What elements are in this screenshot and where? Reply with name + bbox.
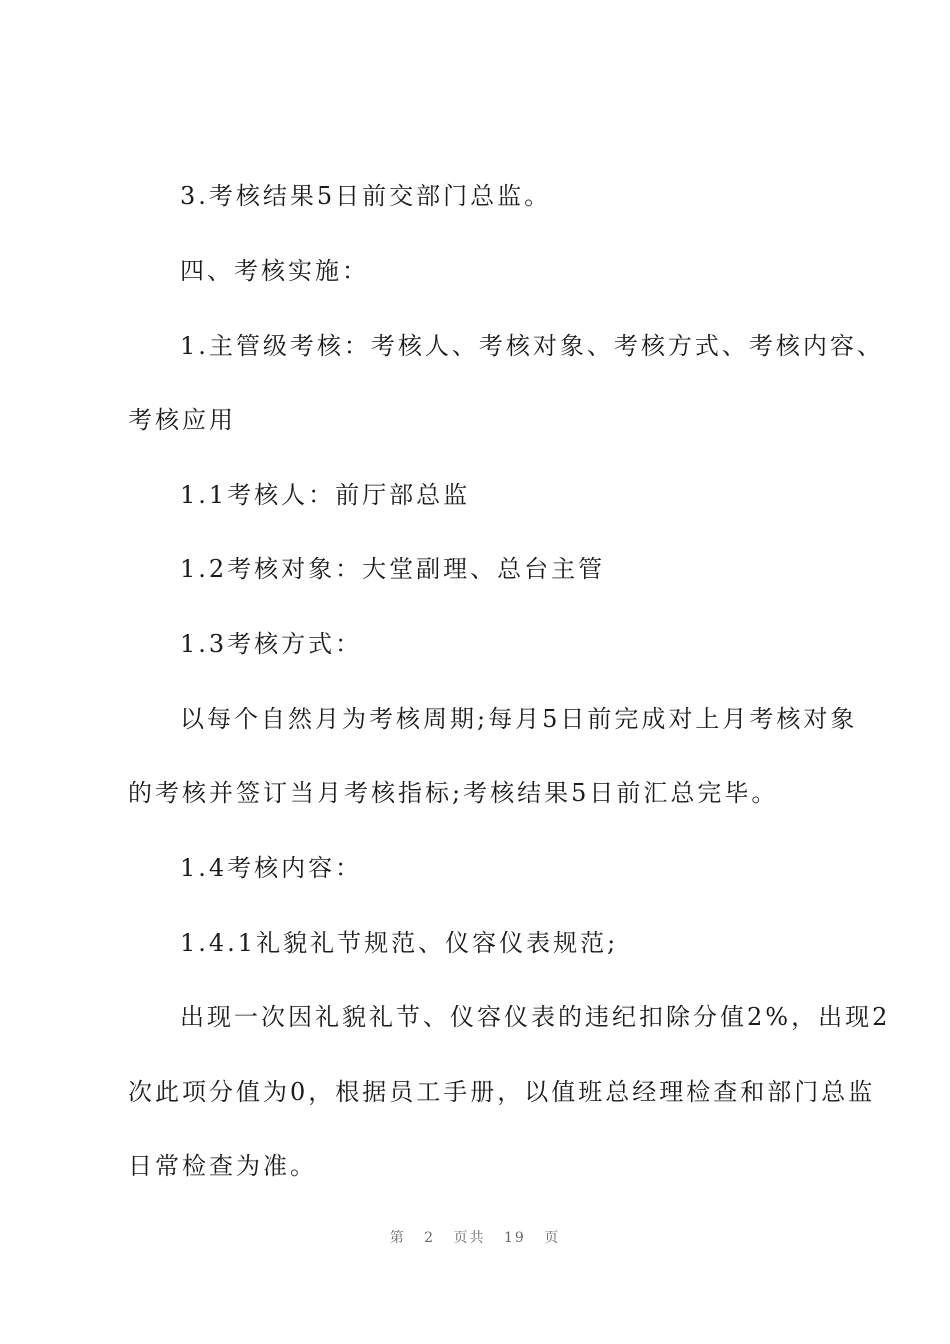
paragraph-line: 1.主管级考核：考核人、考核对象、考核方式、考核内容、 <box>180 332 884 360</box>
footer-middle: 页共 <box>453 1230 486 1246</box>
paragraph-line: 次此项分值为0，根据员工手册，以值班总经理检查和部门总监 <box>128 1078 876 1106</box>
paragraph-line: 日常检查为准。 <box>128 1152 317 1180</box>
paragraph-line: 出现一次因礼貌礼节、仪容仪表的违纪扣除分值2%，出现2 <box>180 1003 891 1031</box>
paragraph-line: 的考核并签订当月考核指标;考核结果5日前汇总完毕。 <box>128 779 779 807</box>
paragraph-line: 1.4.1礼貌礼节规范、仪容仪表规范; <box>180 929 619 957</box>
footer-suffix: 页 <box>544 1230 561 1246</box>
page-footer <box>0 1228 950 1248</box>
footer-current-page: 2 <box>424 1230 436 1246</box>
section-heading: 四、考核实施： <box>180 257 369 285</box>
paragraph-line: 1.1考核人：前厅部总监 <box>180 481 471 509</box>
footer-prefix: 第 <box>389 1230 406 1246</box>
paragraph-line: 3.考核结果5日前交部门总监。 <box>180 182 552 210</box>
paragraph-line: 考核应用 <box>128 406 236 434</box>
paragraph-line: 1.2考核对象：大堂副理、总台主管 <box>180 555 606 583</box>
footer-total-pages: 19 <box>504 1230 526 1246</box>
paragraph-line: 1.3考核方式： <box>180 630 363 658</box>
paragraph-line: 以每个自然月为考核周期;每月5日前完成对上月考核对象 <box>180 705 858 733</box>
paragraph-line: 1.4考核内容： <box>180 854 363 882</box>
